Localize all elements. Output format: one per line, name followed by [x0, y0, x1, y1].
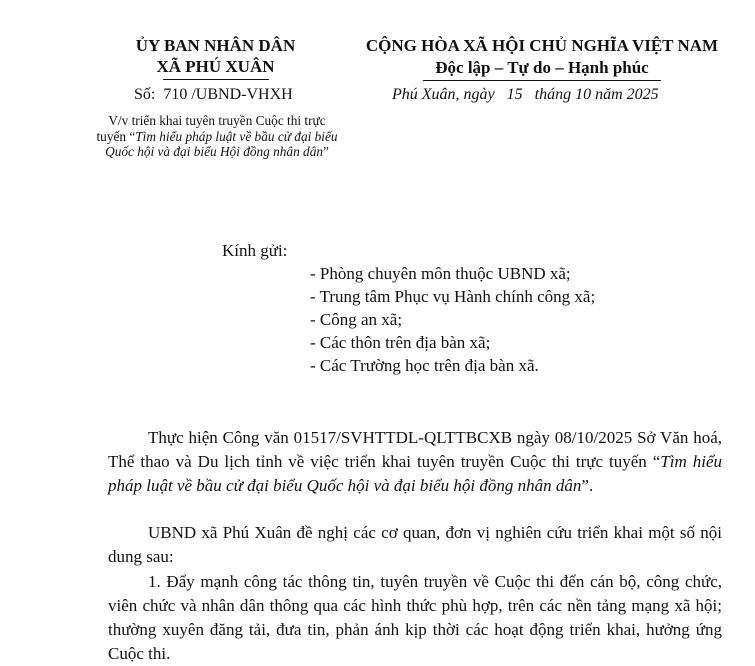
p1-italic: Tìm hiểu pháp luật về bầu cử đại biểu Quốc hội và đại biểu hội đồng nhân dân	[108, 452, 722, 495]
p3-text: 1. Đẩy mạnh công tác thông tin, tuyên truyền về Cuộc thi đến cán bộ, công chức, viên chức và nhân dân thông qua các hình thức phù hợp, trên các nền tảng mạng xã hội; thường xuyên đăng tải, đưa tin, phản ánh kịp thời các hoạt động triển khai, hưởng ứng Cuộc thi.	[108, 572, 722, 663]
p1-end: ”.	[581, 476, 594, 495]
subject-suffix: ”	[323, 144, 329, 159]
body-paragraph-3	[108, 570, 722, 666]
agency-name-line1: ỦY BAN NHÂN DÂN	[135, 36, 296, 55]
p1-text: Thực hiện Công văn 01517/SVHTTDL-QLTTBCXB ngày 08/10/2025 Sở Văn hoá, Thể thao và Du lịch tỉnh về việc triển khai tuyên truyền Cuộc thi trực tuyến “	[108, 428, 722, 471]
subject-prefix: V/v triển khai tuyên truyền Cuộc thi trực tuyến “	[96, 113, 326, 144]
body-paragraph-1	[108, 426, 722, 498]
subject-summary	[92, 113, 342, 160]
issue-date: Phú Xuân, ngày 15 tháng 10 năm 2025	[392, 86, 659, 103]
document-number: Số: 710 /UBND-VHXH	[134, 86, 293, 103]
recipient-item: - Trung tâm Phục vụ Hành chính công xã;	[310, 287, 596, 306]
recipient-item: - Các Trường học trên địa bàn xã.	[310, 356, 539, 375]
recipient-item: - Phòng chuyên môn thuộc UBND xã;	[310, 264, 571, 283]
p2-text: UBND xã Phú Xuân đề nghị các cơ quan, đơn vị nghiên cứu triển khai một số nội dung sau:	[108, 523, 722, 566]
motto-underline	[423, 80, 661, 81]
national-title: CỘNG HÒA XÃ HỘI CHỦ NGHĨA VIỆT NAM	[365, 36, 719, 55]
national-motto: Độc lập – Tự do – Hạnh phúc	[435, 58, 649, 77]
agency-underline	[163, 79, 269, 80]
recipient-item: - Các thôn trên địa bàn xã;	[310, 333, 491, 352]
salutation: Kính gửi:	[222, 241, 288, 260]
recipient-item: - Công an xã;	[310, 310, 403, 329]
subject-italic: Tìm hiểu pháp luật về bầu cử đại biểu Quốc hội và đại biểu Hội đồng nhân dân	[105, 128, 338, 159]
body-paragraph-2	[108, 521, 722, 569]
agency-name-line2: XÃ PHÚ XUÂN	[156, 57, 275, 76]
